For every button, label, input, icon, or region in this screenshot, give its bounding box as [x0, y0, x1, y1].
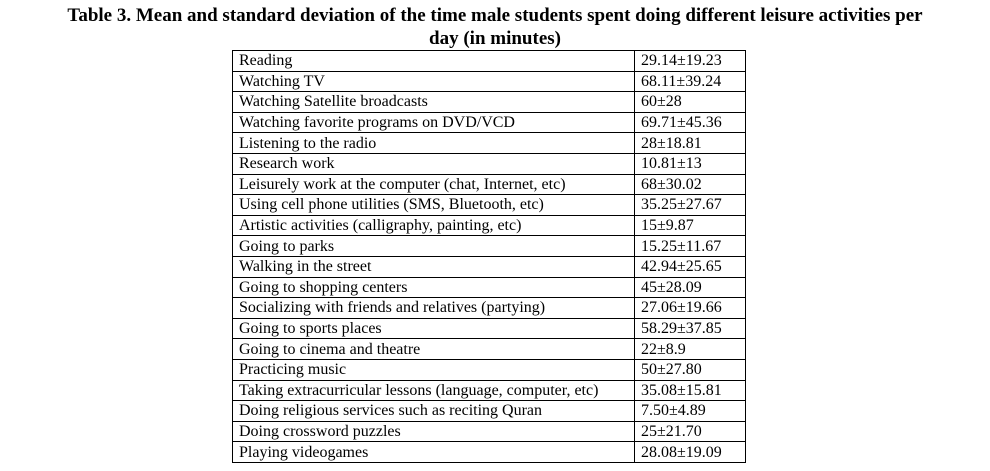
- mean-sd-cell: 35.08±15.81: [635, 380, 746, 401]
- activity-cell: Watching TV: [233, 71, 635, 92]
- table-row: [233, 174, 746, 195]
- activity-cell: Watching Satellite broadcasts: [233, 92, 635, 113]
- activity-cell: Practicing music: [233, 359, 635, 380]
- mean-sd-cell: 68±30.02: [635, 174, 746, 195]
- table-row: [233, 339, 746, 360]
- activity-cell: Socializing with friends and relatives (partying): [233, 298, 635, 319]
- table-row: [233, 92, 746, 113]
- activity-cell: Going to shopping centers: [233, 277, 635, 298]
- mean-sd-cell: 42.94±25.65: [635, 256, 746, 277]
- table-row: [233, 359, 746, 380]
- table-row: [233, 421, 746, 442]
- mean-sd-cell: 25±21.70: [635, 421, 746, 442]
- table-row: [233, 256, 746, 277]
- activity-cell: Research work: [233, 153, 635, 174]
- activity-cell: Artistic activities (calligraphy, painting, etc): [233, 215, 635, 236]
- mean-sd-cell: 35.25±27.67: [635, 195, 746, 216]
- table-row: [233, 442, 746, 463]
- mean-sd-cell: 60±28: [635, 92, 746, 113]
- activity-cell: Doing religious services such as reciting Quran: [233, 401, 635, 422]
- mean-sd-cell: 15.25±11.67: [635, 236, 746, 257]
- leisure-activities-table: [232, 50, 746, 463]
- table-row: [233, 133, 746, 154]
- table-row: [233, 153, 746, 174]
- table-row: [233, 318, 746, 339]
- table-row: [233, 71, 746, 92]
- activity-cell: Going to sports places: [233, 318, 635, 339]
- table-row: [233, 112, 746, 133]
- mean-sd-cell: 28±18.81: [635, 133, 746, 154]
- mean-sd-cell: 45±28.09: [635, 277, 746, 298]
- activity-cell: Taking extracurricular lessons (language, computer, etc): [233, 380, 635, 401]
- activity-cell: Playing videogames: [233, 442, 635, 463]
- table-row: [233, 215, 746, 236]
- table-caption: [0, 4, 990, 50]
- table-row: [233, 380, 746, 401]
- mean-sd-cell: 68.11±39.24: [635, 71, 746, 92]
- table-row: [233, 51, 746, 72]
- activity-cell: Walking in the street: [233, 256, 635, 277]
- mean-sd-cell: 7.50±4.89: [635, 401, 746, 422]
- mean-sd-cell: 58.29±37.85: [635, 318, 746, 339]
- activity-cell: Going to parks: [233, 236, 635, 257]
- activity-cell: Reading: [233, 51, 635, 72]
- table-row: [233, 298, 746, 319]
- activity-cell: Leisurely work at the computer (chat, Internet, etc): [233, 174, 635, 195]
- activity-cell: Watching favorite programs on DVD/VCD: [233, 112, 635, 133]
- mean-sd-cell: 22±8.9: [635, 339, 746, 360]
- mean-sd-cell: 28.08±19.09: [635, 442, 746, 463]
- mean-sd-cell: 10.81±13: [635, 153, 746, 174]
- activity-cell: Using cell phone utilities (SMS, Bluetooth, etc): [233, 195, 635, 216]
- table-row: [233, 401, 746, 422]
- mean-sd-cell: 69.71±45.36: [635, 112, 746, 133]
- table-row: [233, 236, 746, 257]
- activity-cell: Doing crossword puzzles: [233, 421, 635, 442]
- table-row: [233, 277, 746, 298]
- table-caption-line-2: day (in minutes): [429, 28, 561, 49]
- mean-sd-cell: 50±27.80: [635, 359, 746, 380]
- activity-cell: Going to cinema and theatre: [233, 339, 635, 360]
- table-body: [233, 51, 746, 463]
- mean-sd-cell: 15±9.87: [635, 215, 746, 236]
- table-row: [233, 195, 746, 216]
- mean-sd-cell: 29.14±19.23: [635, 51, 746, 72]
- activity-cell: Listening to the radio: [233, 133, 635, 154]
- table-caption-line-1: Table 3. Mean and standard deviation of the time male students spent doing different leisure activities per: [67, 5, 923, 26]
- mean-sd-cell: 27.06±19.66: [635, 298, 746, 319]
